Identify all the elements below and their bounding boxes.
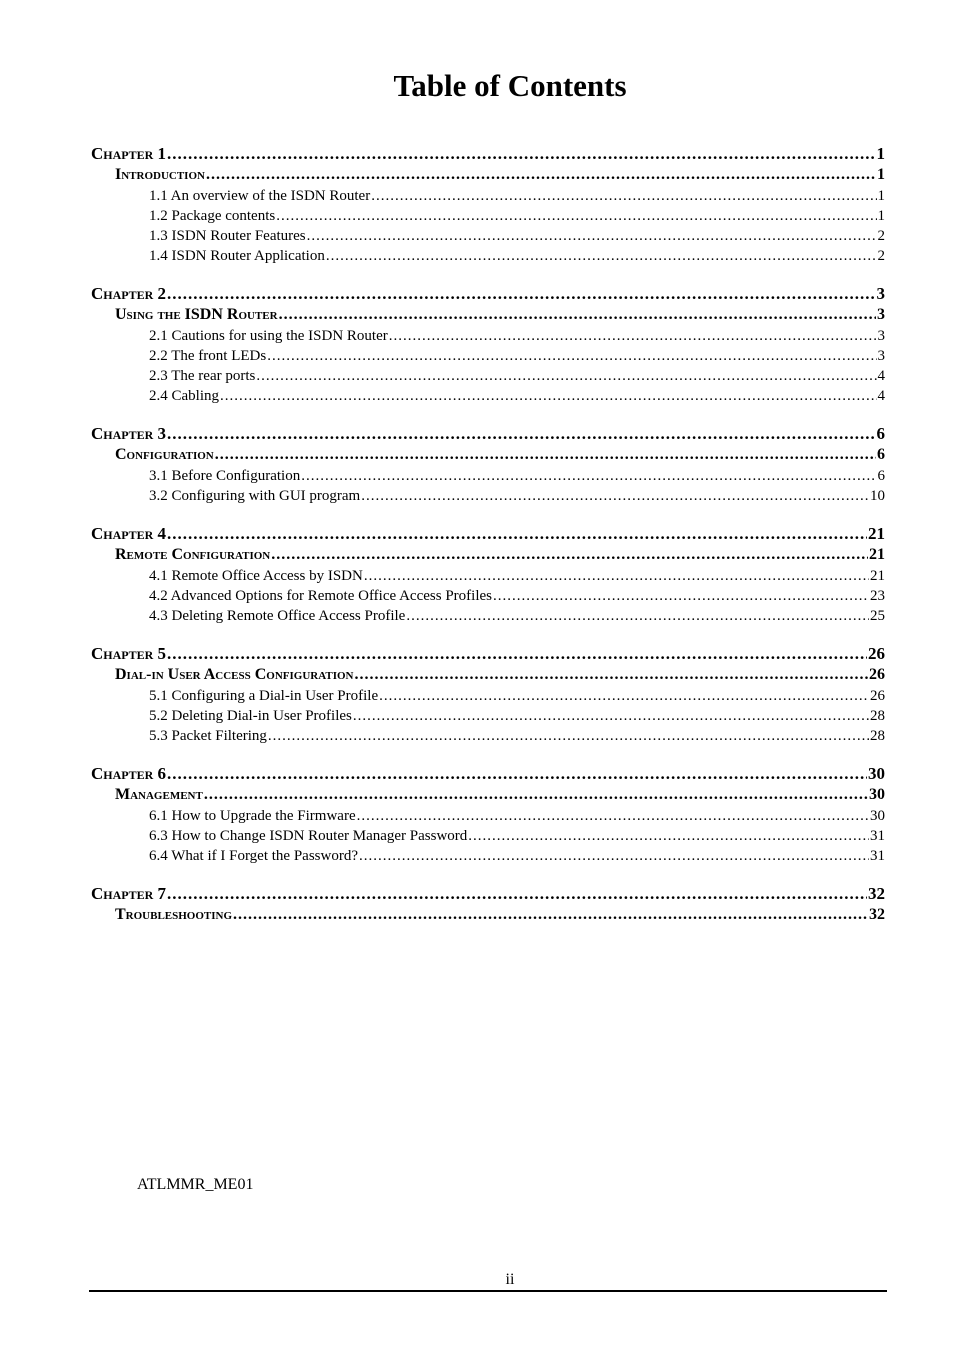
dot-leader bbox=[279, 306, 876, 324]
toc-section-title: Configuration bbox=[115, 446, 214, 463]
toc-chapter-entry[interactable] bbox=[91, 884, 885, 906]
dot-leader bbox=[357, 808, 869, 825]
toc-page-number: 1 bbox=[876, 144, 885, 163]
toc-item-entry[interactable] bbox=[149, 608, 885, 628]
toc-section-title: Dial-in User Access Configuration bbox=[115, 666, 354, 683]
toc-item-title: 2.4 Cabling bbox=[149, 388, 219, 404]
dot-leader bbox=[206, 166, 876, 184]
toc-chapter-2 bbox=[0, 284, 954, 408]
toc-item-title: 6.1 How to Upgrade the Firmware bbox=[149, 808, 356, 824]
toc-section-entry[interactable] bbox=[115, 786, 885, 808]
toc-page-number: 21 bbox=[869, 546, 885, 563]
table-of-contents bbox=[0, 144, 954, 944]
toc-page-number: 25 bbox=[870, 608, 885, 624]
toc-chapter-title: Chapter 6 bbox=[91, 764, 167, 783]
toc-page-number: 6 bbox=[877, 446, 885, 463]
toc-item-entry[interactable] bbox=[149, 248, 885, 268]
toc-section-entry[interactable] bbox=[115, 166, 885, 188]
toc-chapter-entry[interactable] bbox=[91, 524, 885, 546]
toc-item-entry[interactable] bbox=[149, 588, 885, 608]
toc-page-number: 26 bbox=[868, 644, 885, 663]
toc-page-number: 30 bbox=[868, 764, 885, 783]
toc-page-number: 30 bbox=[869, 786, 885, 803]
toc-page-number: 30 bbox=[870, 808, 885, 824]
toc-chapter-6 bbox=[0, 764, 954, 868]
toc-page-number: 28 bbox=[870, 708, 885, 724]
toc-item-entry[interactable] bbox=[149, 808, 885, 828]
toc-item-entry[interactable] bbox=[149, 708, 885, 728]
toc-item-entry[interactable] bbox=[149, 368, 885, 388]
toc-item-title: 1.1 An overview of the ISDN Router bbox=[149, 188, 371, 204]
dot-leader bbox=[167, 644, 867, 664]
dot-leader bbox=[167, 764, 867, 784]
toc-page-number: 31 bbox=[870, 848, 885, 864]
toc-page-number: 3 bbox=[877, 348, 885, 364]
toc-page-number: 4 bbox=[877, 368, 885, 384]
toc-page-number: 1 bbox=[877, 188, 885, 204]
toc-section-entry[interactable] bbox=[115, 906, 885, 928]
dot-leader bbox=[220, 388, 877, 405]
toc-page-number: 1 bbox=[877, 208, 885, 224]
dot-leader bbox=[379, 688, 869, 705]
toc-section-entry[interactable] bbox=[115, 446, 885, 468]
toc-page-number: 26 bbox=[870, 688, 885, 704]
dot-leader bbox=[493, 588, 869, 605]
dot-leader bbox=[268, 728, 869, 745]
dot-leader bbox=[406, 608, 869, 625]
toc-item-title: 1.2 Package contents bbox=[149, 208, 276, 224]
dot-leader bbox=[167, 284, 875, 304]
toc-item-entry[interactable] bbox=[149, 328, 885, 348]
toc-item-title: 2.3 The rear ports bbox=[149, 368, 256, 384]
toc-item-title: 5.3 Packet Filtering bbox=[149, 728, 267, 744]
dot-leader bbox=[167, 524, 867, 544]
dot-leader bbox=[167, 424, 875, 444]
dot-leader bbox=[355, 666, 869, 684]
toc-item-title: 1.4 ISDN Router Application bbox=[149, 248, 325, 264]
toc-chapter-entry[interactable] bbox=[91, 144, 885, 166]
toc-item-entry[interactable] bbox=[149, 188, 885, 208]
toc-chapter-1 bbox=[0, 144, 954, 268]
toc-section-title: Remote Configuration bbox=[115, 546, 271, 563]
dot-leader bbox=[215, 446, 876, 464]
toc-page-number: 3 bbox=[877, 328, 885, 344]
toc-page-number: 4 bbox=[877, 388, 885, 404]
dot-leader bbox=[364, 568, 869, 585]
toc-page-number: 32 bbox=[869, 906, 885, 923]
toc-chapter-5 bbox=[0, 644, 954, 748]
toc-item-entry[interactable] bbox=[149, 208, 885, 228]
toc-chapter-entry[interactable] bbox=[91, 424, 885, 446]
toc-page-number: 2 bbox=[877, 248, 885, 264]
toc-item-title: 4.1 Remote Office Access by ISDN bbox=[149, 568, 363, 584]
toc-section-title: Troubleshooting bbox=[115, 906, 233, 923]
document-code: ATLMMR_ME01 bbox=[137, 1176, 254, 1193]
toc-item-entry[interactable] bbox=[149, 388, 885, 408]
toc-item-title: 6.4 What if I Forget the Password? bbox=[149, 848, 358, 864]
toc-item-title: 2.1 Cautions for using the ISDN Router bbox=[149, 328, 388, 344]
toc-item-entry[interactable] bbox=[149, 488, 885, 508]
dot-leader bbox=[389, 328, 877, 345]
toc-section-title: Management bbox=[115, 786, 203, 803]
toc-item-entry[interactable] bbox=[149, 228, 885, 248]
footer-divider bbox=[89, 1290, 887, 1292]
toc-page-number: 21 bbox=[868, 524, 885, 543]
toc-item-entry[interactable] bbox=[149, 568, 885, 588]
toc-page-number: 31 bbox=[870, 828, 885, 844]
toc-item-title: 3.2 Configuring with GUI program bbox=[149, 488, 361, 504]
toc-page-number: 23 bbox=[870, 588, 885, 604]
toc-chapter-title: Chapter 3 bbox=[91, 424, 167, 443]
toc-item-entry[interactable] bbox=[149, 828, 885, 848]
toc-chapter-3 bbox=[0, 424, 954, 508]
toc-page-number: 3 bbox=[876, 284, 885, 303]
toc-page-number: 6 bbox=[877, 468, 885, 484]
dot-leader bbox=[204, 786, 868, 804]
toc-chapter-4 bbox=[0, 524, 954, 628]
toc-chapter-title: Chapter 4 bbox=[91, 524, 167, 543]
dot-leader bbox=[307, 228, 877, 245]
toc-chapter-title: Chapter 2 bbox=[91, 284, 167, 303]
toc-page-number: 21 bbox=[870, 568, 885, 584]
toc-page-number: 28 bbox=[870, 728, 885, 744]
dot-leader bbox=[371, 188, 876, 205]
toc-chapter-entry[interactable] bbox=[91, 284, 885, 306]
toc-chapter-title: Chapter 5 bbox=[91, 644, 167, 663]
toc-item-title: 5.1 Configuring a Dial-in User Profile bbox=[149, 688, 379, 704]
toc-item-title: 5.2 Deleting Dial-in User Profiles bbox=[149, 708, 352, 724]
toc-section-entry[interactable] bbox=[115, 546, 885, 568]
dot-leader bbox=[361, 488, 869, 505]
dot-leader bbox=[301, 468, 876, 485]
dot-leader bbox=[276, 208, 876, 225]
toc-page-number: 2 bbox=[877, 228, 885, 244]
dot-leader bbox=[271, 546, 868, 564]
toc-section-title: Introduction bbox=[115, 166, 205, 183]
dot-leader bbox=[326, 248, 877, 265]
toc-chapter-entry[interactable] bbox=[91, 764, 885, 786]
toc-page-number: 6 bbox=[876, 424, 885, 443]
dot-leader bbox=[353, 708, 869, 725]
toc-page-number: 26 bbox=[869, 666, 885, 683]
dot-leader bbox=[233, 906, 868, 924]
toc-item-title: 3.1 Before Configuration bbox=[149, 468, 301, 484]
toc-chapter-7 bbox=[0, 884, 954, 928]
toc-item-title: 1.3 ISDN Router Features bbox=[149, 228, 306, 244]
toc-page-number: 32 bbox=[868, 884, 885, 903]
dot-leader bbox=[359, 848, 869, 865]
dot-leader bbox=[256, 368, 876, 385]
dot-leader bbox=[167, 144, 875, 164]
footer-page-number: ii bbox=[505, 1271, 515, 1288]
dot-leader bbox=[267, 348, 876, 365]
dot-leader bbox=[468, 828, 869, 845]
toc-item-entry[interactable] bbox=[149, 848, 885, 868]
toc-item-title: 6.3 How to Change ISDN Router Manager Password bbox=[149, 828, 468, 844]
toc-section-title: Using the ISDN Router bbox=[115, 306, 278, 323]
page-title: Table of Contents bbox=[393, 68, 627, 103]
toc-item-entry[interactable] bbox=[149, 688, 885, 708]
toc-item-entry[interactable] bbox=[149, 468, 885, 488]
toc-item-title: 2.2 The front LEDs bbox=[149, 348, 267, 364]
toc-item-entry[interactable] bbox=[149, 348, 885, 368]
toc-item-entry[interactable] bbox=[149, 728, 885, 748]
toc-section-entry[interactable] bbox=[115, 306, 885, 328]
toc-chapter-title: Chapter 1 bbox=[91, 144, 167, 163]
toc-page-number: 1 bbox=[877, 166, 885, 183]
toc-page-number: 10 bbox=[870, 488, 885, 504]
dot-leader bbox=[167, 884, 867, 904]
toc-item-title: 4.3 Deleting Remote Office Access Profile bbox=[149, 608, 406, 624]
toc-item-title: 4.2 Advanced Options for Remote Office Access Profiles bbox=[149, 588, 492, 604]
toc-chapter-entry[interactable] bbox=[91, 644, 885, 666]
toc-page-number: 3 bbox=[877, 306, 885, 323]
toc-chapter-title: Chapter 7 bbox=[91, 884, 167, 903]
toc-section-entry[interactable] bbox=[115, 666, 885, 688]
